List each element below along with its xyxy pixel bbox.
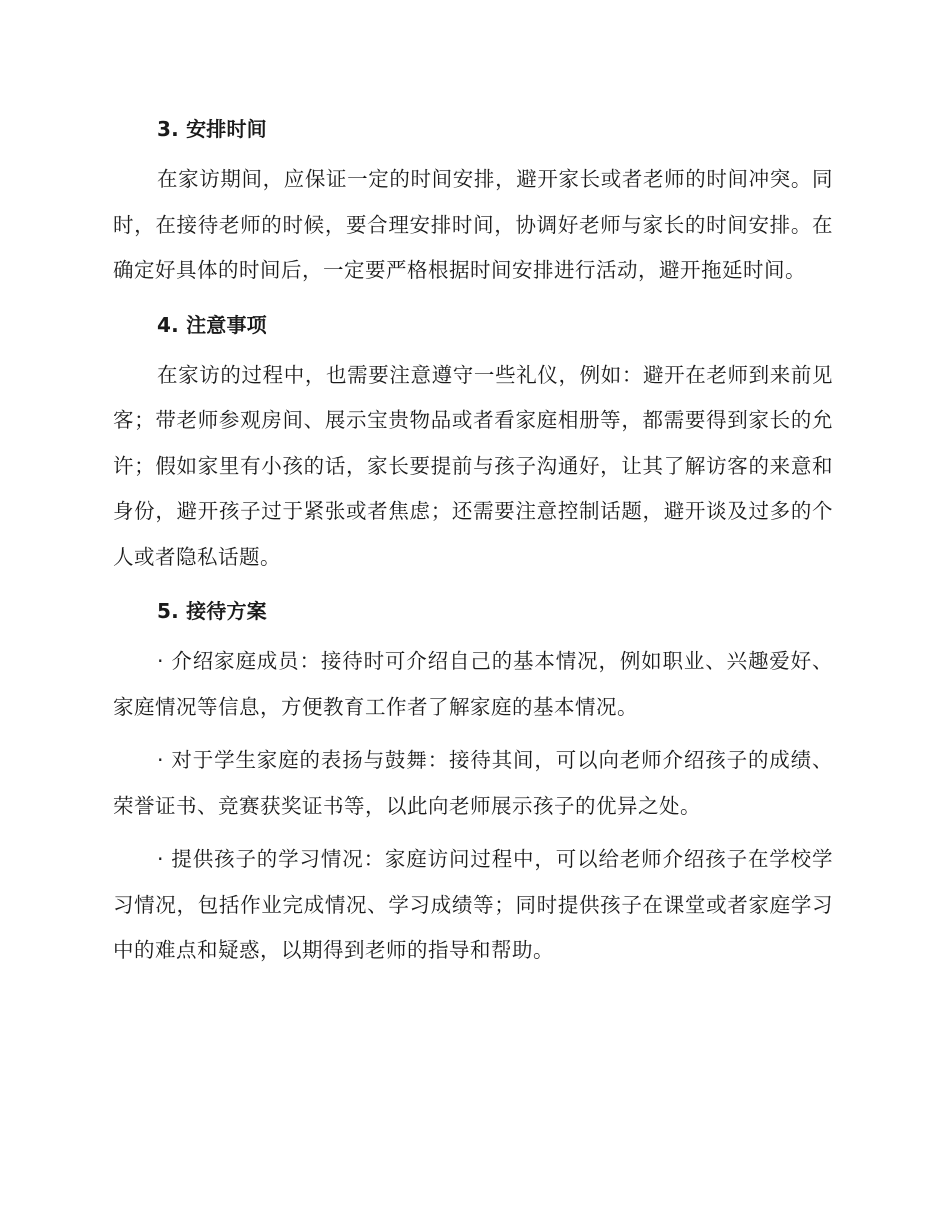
section-heading-schedule: 3. 安排时间 [157,117,267,141]
bullet-item-study-status: · 提供孩子的学习情况：家庭访问过程中，可以给老师介绍孩子在学校学习情况，包括作业完成情况、学习成绩等；同时提供孩子在课堂或者家庭学习中的难点和疑惑，以期得到老师的指导和帮助。 [113,847,833,962]
document-body [113,110,833,974]
bullet-item-family-members: · 介绍家庭成员：接待时可介绍自己的基本情况，例如职业、兴趣爱好、家庭情况等信息，方便教育工作者了解家庭的基本情况。 [113,649,833,719]
bullet-item-praise: · 对于学生家庭的表扬与鼓舞：接待其间，可以向老师介绍孩子的成绩、荣誉证书、竞赛获奖证书等，以此向老师展示孩子的优异之处。 [113,748,833,818]
paragraph-schedule: 在家访期间，应保证一定的时间安排，避开家长或者老师的时间冲突。同时，在接待老师的时候，要合理安排时间，协调好老师与家长的时间安排。在确定好具体的时间后，一定要严格根据时间安排进行活动，避开拖延时间。 [113,167,833,282]
section-heading-notes: 4. 注意事项 [157,312,267,337]
section-heading-reception-plan: 5. 接待方案 [157,599,267,623]
paragraph-notes: 在家访的过程中，也需要注意遵守一些礼仪，例如：避开在老师到来前见客；带老师参观房间、展示宝贵物品或者看家庭相册等，都需要得到家长的允许；假如家里有小孩的话，家长要提前与孩子沟通好，让其了解访客的来意和身份，避开孩子过于紧张或者焦虑；还需要注意控制话题，避开谈及过多的个人或者隐私话题。 [113,362,833,569]
